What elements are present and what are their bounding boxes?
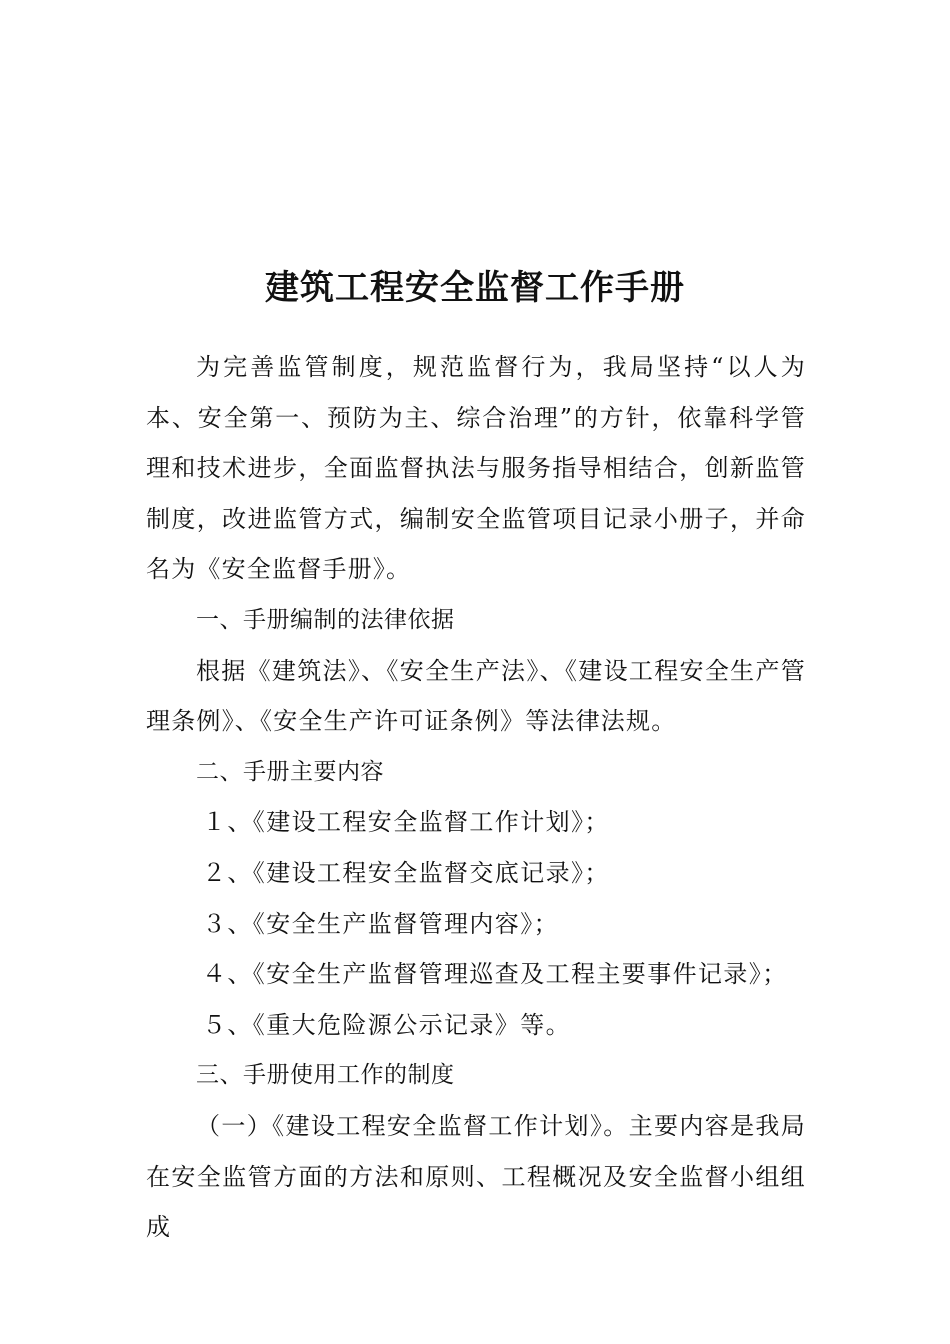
section-1-heading: 一、手册编制的法律依据 — [196, 606, 455, 633]
document-title: 建筑工程安全监督工作手册 — [265, 268, 685, 308]
content-list-item: １、《建设工程安全监督工作计划》； — [202, 808, 610, 837]
content-list-item: ４、《安全生产监督管理巡查及工程主要事件记录》； — [202, 960, 788, 989]
section-1-paragraph: 根据《建筑法》、《安全生产法》、《建设工程安全生产管理条例》、《安全生产许可证条例》等法律法规。 — [146, 656, 806, 736]
intro-paragraph: 为完善监管制度，规范监督行为，我局坚持“以人为本、安全第一、预防为主、综合治理”的方针，依靠科学管理和技术进步，全面监督执法与服务指导相结合，创新监管制度，改进监管方式，编制安全监管项目记录小册子，并命名为《安全监督手册》。 — [146, 353, 806, 584]
content-list-item: ２、《建设工程安全监督交底记录》； — [202, 858, 610, 887]
section-3-heading: 三、手册使用工作的制度 — [196, 1062, 455, 1089]
content-list-item: ５、《重大危险源公示记录》等。 — [202, 1010, 571, 1039]
section-3-paragraph: （一）《建设工程安全监督工作计划》。主要内容是我局在安全监管方面的方法和原则、工程概况及安全监督小组组成 — [146, 1111, 806, 1242]
document-body — [146, 342, 806, 1253]
section-2-heading: 二、手册主要内容 — [196, 758, 384, 785]
content-list-item: ３、《安全生产监督管理内容》； — [202, 909, 559, 938]
